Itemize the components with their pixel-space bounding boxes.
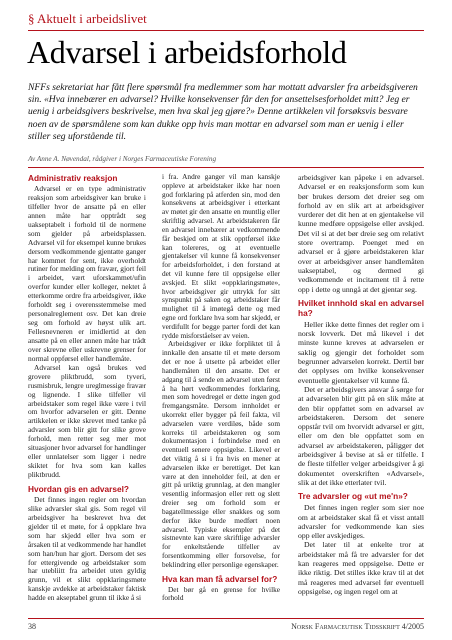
subheading-tre-advarsler: Tre advarsler og «ut me'n»? bbox=[298, 491, 408, 502]
journal-name: Norsk Farmaceutisk Tidsskrift 4/2005 bbox=[291, 622, 424, 631]
paragraph: Advarsel er en type administrativ reaksjon som arbeidsgiver kan bruke i tilfeller hvor de ansatte på en eller annen måte har opptrådt seg uakseptabelt i forhold til de normene som gjelder på arbeidsplassen. Advarsel vil for eksempel kunne brukes dersom vedkommende gjentatte ganger har kommet for sent, ikke overholdt rutiner for melding om fravær, gjort feil i arbeidet, vært uforskammet/ufin overfor kunder eller kolleger, nektet å etterkomme ordre fra arbeidsgiver, ikke forholdt seg i overensstemmelse med personalreglement osv. Det kan dreie seg om forhold av høyst ulik art. Fellesnevneren er imidlertid at den ansatte på en eller annen måte har trådt over skrevne eller uskrevne grenser for normal oppførsel eller handlemåte. bbox=[28, 184, 147, 363]
paragraph: Det later til at enkelte tror at arbeidstaker må få tre advarsler for det kan reageres med oppsigelse. Dette er ikke riktig. Det stilles ikke krav til at det må reageres med advarsel før eventuell oppsigelse, og ingen regel om at bbox=[298, 540, 424, 596]
article-lead: NFFs sekretariat har fått flere spørsmål fra medlemmer som har mottatt advarsler fra arbeidsgiveren sin. «Hva innebærer en advarsel? Hvilke konsekvenser får den for ansettelsesforholdet mitt? Jeg er uenig i arbeidsgivers beskrivelse, men hva skal jeg gjøre?» Denne artikkelen vil forsøksvis besvare noen av de spørsmålene som kan dukke opp hvis man mottar en advarsel som man er uenig i eller stiller seg uforstående til. bbox=[28, 82, 418, 142]
paragraph: arbeidsgiver kan påpeke i en advarsel. Advarsel er en reaksjonsform som kun bør brukes dersom det dreier seg om forhold av en slik art at arbeidsgiver vurderer det dit hen at en gjentakelse vil kunne medføre oppsigelse eller avskjed. Det vil si at det bør dreie seg om relativt store overtramp. Poenget med en advarsel er å gjøre arbeidstakeren klar over at arbeidsgiver anser handlemåten uakseptabel, og dermed gi vedkommende et incitament til å rette opp i dette og unngå at det gjentar seg. bbox=[298, 173, 424, 294]
subheading-administrativ-reaksjon: Administrativ reaksjon bbox=[28, 173, 118, 183]
article-byline: Av Anne A. Nøvendal, rådgiver i Norges Farmaceutiske Forening bbox=[28, 155, 217, 163]
text-column-1 bbox=[28, 173, 146, 603]
text-column-3 bbox=[298, 173, 424, 596]
paragraph: Det er arbeidsgivers ansvar å sørge for at advarselen blir gitt på en slik måte at den blir oppfattet som en advarsel av arbeidstakeren. Dersom det senere oppstår tvil om hvorvidt advarsel er gitt, eller om den ble oppfattet som en advarsel av arbeidstakeren, påligger det arbeidsgiver å bevise at så er tilfelle. I de fleste tilfeller velger arbeidsgiver å gi dokumentet overskriften «Advarsel», slik at det ikke etterlater tvil. bbox=[298, 384, 424, 487]
page-number: 38 bbox=[28, 622, 36, 631]
text-column-2 bbox=[162, 173, 280, 603]
paragraph: Det finnes ingen regler som sier noe om at arbeidstaker skal få et visst antall advarsler for vedkommende kan sies opp eller avskjediges. bbox=[298, 503, 424, 541]
subheading-hva-kan-man: Hva kan man få advarsel for? bbox=[162, 573, 278, 584]
header-divider bbox=[28, 30, 424, 31]
paragraph: Det finnes ingen regler om hvordan slike advarsler skal gis. Som regel vil arbeidsgiver ha beskrevet hva det gjelder til et møte, for å oppklare hva som har skjedd eller hva som er årsaken til at vedkommende har handlet som han/hun har gjort. Dersom det ses for ettergivende og arbeidstaker som har utebliitt fra arbeidet uten gyldig grunn, vil et slikt oppklaringsmøte kanskje avdekke at arbeidstaker faktisk hadde en akseptabel grunn til ikke å si bbox=[28, 494, 147, 603]
subheading-hvilket-innhold: Hvilket innhold skal en advarsel ha? bbox=[298, 297, 424, 318]
paragraph: Heller ikke dette finnes det regler om i norsk lovverk. Det må likevel i det minste kunne kreves at advarselen er saklig og gjengir det forholdet som begrunner advarselen korrekt. Dertil bør det opplyses om hvilke konsekvenser eventuelle gjentakelser vil kunne få. bbox=[298, 319, 424, 385]
byline-divider bbox=[28, 167, 424, 168]
section-label: § Aktuelt i arbeidslivet bbox=[28, 11, 147, 26]
paragraph: i fra. Andre ganger vil man kanskje oppleve at arbeidstaker ikke har noen god forklaring på atferden sin, mod den konsekvens at arbeidsgiver i etterkant av møtet gir den ansatte en muntlig eller skriftlig advarsel. At arbeidstakeren får en advarsel innebærer at vedkommende får beskjed om at slik opptførsel ikke kan tolereres, og at eventuelle gjentakelser vil kunne få konsekvenser for arbeidsforholdet, i den forstand at det vil kunne føre til oppsigelse eller avskjed. Et slikt «oppklaringsmøte», hvor arbeidsgiver gir uttrykk for sitt synspunkt på saken og arbeidstaker får mulighet til å imøtegå dette og med egne ord forklare hva som har skjedd, er verdifullt for begge parter fordi det kan rydde misforståelser av veien. bbox=[162, 172, 280, 340]
article-title: Advarsel i arbeidsforhold bbox=[27, 34, 347, 70]
paragraph: Arbeidsgiver er ikke forpliktet til å innkalle den ansatte til et møte dersom det er noe å utsette på arbeidet eller handlemåten til den ansatte. Det er adgang til å sende en advarsel uten først å ha hørt vedkommendes forklaring, men som hovedregel er dette ingen god fremgangsmåte. Dersom innholdet er ukorrekt eller bygger på feil fakta, vil advarselen være verdiløs, både som korreks til arbeidstakeren og som dokumentasjon i forbindelse med en eventuell senere oppsigelse. Likevel er det viktig å si i fra hvis en mener at advarselen ikke er berettiget. Det kan være at den inneholder feil, at den er gitt på uriktig grunnlag, at den mangler vesentlig informasjon eller rett og slett dreier seg om forhold som er bagatellmessige eller snakkes og som derfor ikke burde medført noen advarsel. Typiske eksempler på det sistnevnte kan være skriftlige advarsler for enkeltstående tilfeller av forsentkomming eller forsovelse, for beklindring eller personlige egenskaper. bbox=[162, 339, 280, 569]
subheading-hvordan-gis: Hvordan gis en advarsel? bbox=[28, 483, 129, 494]
paragraph: Advarsel kan også brukes ved grovere pliktbrudd, som tyveri, rusmisbruk, lengre ureglmessige fravær og lignende. I slike tilfeller vil arbeidstaker som regel ikke være i tvil om hvorfor advarselen er gitt. Denne artikkelen er ikke skrevet med tanke på advarsler som blir gitt for slike grove forhold, men retter seg mer mot situasjoner hvor advarsel for handlinger eller unnlatelser som ligger i nedre skiktet for hva som kan kalles pliktbrudd. bbox=[28, 362, 146, 479]
paragraph: Det bør gå en grense for hvilke forhold bbox=[162, 584, 280, 603]
footer-divider bbox=[28, 618, 424, 619]
